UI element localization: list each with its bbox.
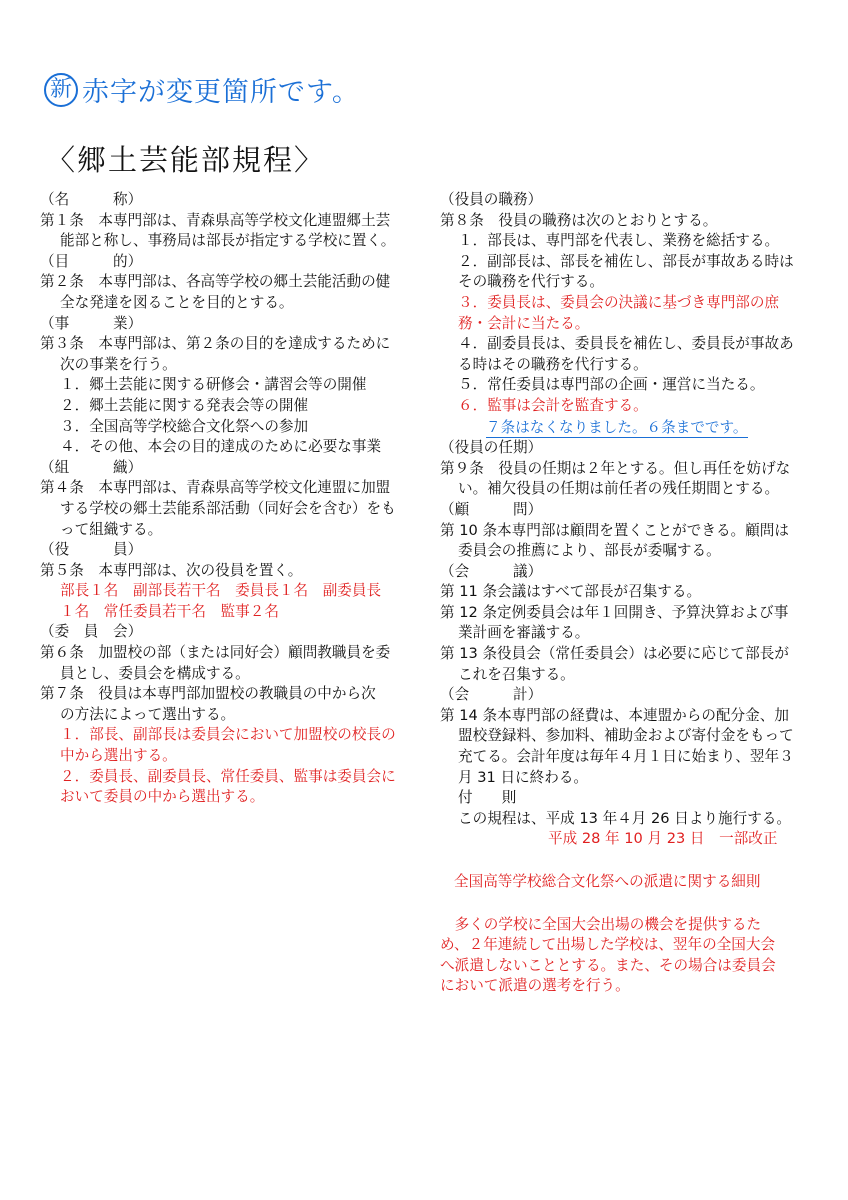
text-line: 第 12 条定例委員会は年１回開き、予算決算および事 (440, 603, 789, 621)
text-line: 月 31 日に終わる。 (458, 768, 589, 786)
text-line: 第 14 条本専門部の経費は、本連盟からの配分金、加 (440, 706, 789, 724)
supplement-body (440, 915, 812, 997)
text-line: （組 織） (40, 458, 143, 476)
text-line: 次の事業を行う。 (60, 355, 177, 373)
text-line: 平成 28 年 10 月 23 日 一部改正 (548, 830, 778, 848)
text-line: これを召集する。 (458, 665, 575, 683)
supplement-line: へ派遣しないこととする。また、その場合は委員会 (440, 956, 776, 974)
text-line: ２．郷土芸能に関する発表会等の開催 (60, 396, 309, 414)
supplement-line: 多くの学校に全国大会出場の機会を提供するた (440, 915, 762, 933)
text-line: 員とし、委員会を構成する。 (60, 664, 250, 682)
text-line: ２．委員長、副委員長、常任委員、監事は委員会に (60, 767, 396, 785)
document-title: 〈郷土芸能部規程〉 (46, 143, 326, 177)
deletion-note-row (440, 418, 812, 439)
text-line: 第５条 本専門部は、次の役員を置く。 (40, 561, 303, 579)
change-notice-text: 赤字が変更箇所です。 (82, 77, 360, 108)
text-line: （名 称） (40, 191, 143, 208)
text-line: （役員の職務） (440, 191, 543, 208)
supplement-line: め、２年連続して出場した学校は、翌年の全国大会 (440, 936, 776, 954)
text-line: １．郷土芸能に関する研修会・講習会等の開催 (60, 376, 367, 394)
text-line: 第 10 条本専門部は顧問を置くことができる。顧問は (440, 521, 789, 539)
text-line: 付 則 (458, 789, 517, 807)
left-column (40, 190, 415, 808)
text-line: 第 11 条会議はすべて部長が召集する。 (440, 583, 702, 601)
text-line: ４．副委員長は、委員長を補佐し、委員長が事故あ (458, 335, 794, 353)
text-line: る時はその職務を代行する。 (458, 355, 648, 373)
text-line: 中から選出する。 (60, 747, 177, 765)
text-line: 務・会計に当たる。 (458, 314, 590, 332)
text-line: 盟校登録料、参加料、補助金および寄付金をもって (458, 727, 794, 745)
text-line: （役 員） (40, 541, 143, 559)
text-line: （事 業） (40, 314, 143, 332)
text-line: ２．副部長は、部長を補佐し、部長が事故ある時は (458, 252, 794, 270)
officer-duties-section (440, 190, 812, 417)
supplement-title: 全国高等学校総合文化祭への派遣に関する細則 (454, 873, 761, 890)
text-line: ３．委員長は、委員会の決議に基づき専門部の庶 (458, 293, 780, 311)
text-line: 第２条 本専門部は、各高等学校の郷土芸能活動の健 (40, 273, 391, 291)
text-line: 全な発達を図ることを目的とする。 (60, 293, 294, 311)
text-line: 第３条 本専門部は、第２条の目的を達成するために (40, 335, 391, 353)
text-line: １名 常任委員若干名 監事２名 (60, 602, 279, 620)
text-line: 第９条 役員の任期は２年とする。但し再任を妨げな (440, 459, 791, 477)
text-line: （会 計） (440, 686, 543, 704)
text-line: １．部長、副部長は委員会において加盟校の校長の (60, 726, 396, 744)
supplement-line: において派遣の選考を行う。 (440, 977, 630, 995)
text-line: 第８条 役員の職務は次のとおりとする。 (440, 211, 718, 229)
text-line: （会 議） (440, 562, 543, 580)
text-line: ３．全国高等学校総合文化祭への参加 (60, 417, 309, 435)
text-line: 第７条 役員は本専門部加盟校の教職員の中から次 (40, 685, 376, 703)
text-line: ６．監事は会計を監査する。 (458, 396, 648, 414)
text-line: ４．その他、本会の目的達成のために必要な事業 (60, 438, 382, 456)
text-line: 委員会の推薦により、部長が委嘱する。 (458, 542, 721, 560)
text-line: する学校の郷土芸能系部活動（同好会を含む）をも (60, 499, 396, 517)
text-line: （役員の任期） (440, 439, 543, 457)
text-line: 第１条 本専門部は、青森県高等学校文化連盟郷土芸 (40, 211, 391, 229)
text-line: おいて委員の中から選出する。 (60, 788, 265, 806)
right-column (440, 190, 812, 997)
new-badge-icon: 新 (44, 73, 78, 107)
text-line: １．部長は、専門部を代表し、業務を総括する。 (458, 232, 780, 250)
text-line: （顧 問） (440, 500, 543, 518)
text-line: 第 13 条役員会（常任委員会）は必要に応じて部長が (440, 645, 789, 663)
text-line: い。補欠役員の任期は前任者の残任期間とする。 (458, 480, 780, 498)
text-line: って組織する。 (60, 520, 163, 538)
text-line: ５．常任委員は専門部の企画・運営に当たる。 (458, 376, 765, 394)
change-notice (44, 70, 360, 109)
text-line: （目 的） (40, 252, 143, 270)
text-line: この規程は、平成 13 年４月 26 日より施行する。 (458, 809, 791, 827)
text-line: その職務を代行する。 (458, 273, 604, 291)
text-line: 能部と称し、事務局は部長が指定する学校に置く。 (60, 232, 396, 250)
remaining-articles-section (440, 438, 812, 850)
text-line: 業計画を審議する。 (458, 624, 590, 642)
text-line: 第４条 本専門部は、青森県高等学校文化連盟に加盟 (40, 479, 391, 497)
deletion-note: ７条はなくなりました。６条までです。 (486, 418, 748, 436)
text-line: 充てる。会計年度は毎年４月１日に始まり、翌年３ (458, 748, 794, 766)
text-line: 第６条 加盟校の部（または同好会）顧問教職員を委 (40, 644, 391, 662)
text-line: 部長１名 副部長若干名 委員長１名 副委員長 (60, 582, 382, 600)
text-line: の方法によって選出する。 (60, 705, 236, 723)
text-line: （委 員 会） (40, 623, 143, 641)
